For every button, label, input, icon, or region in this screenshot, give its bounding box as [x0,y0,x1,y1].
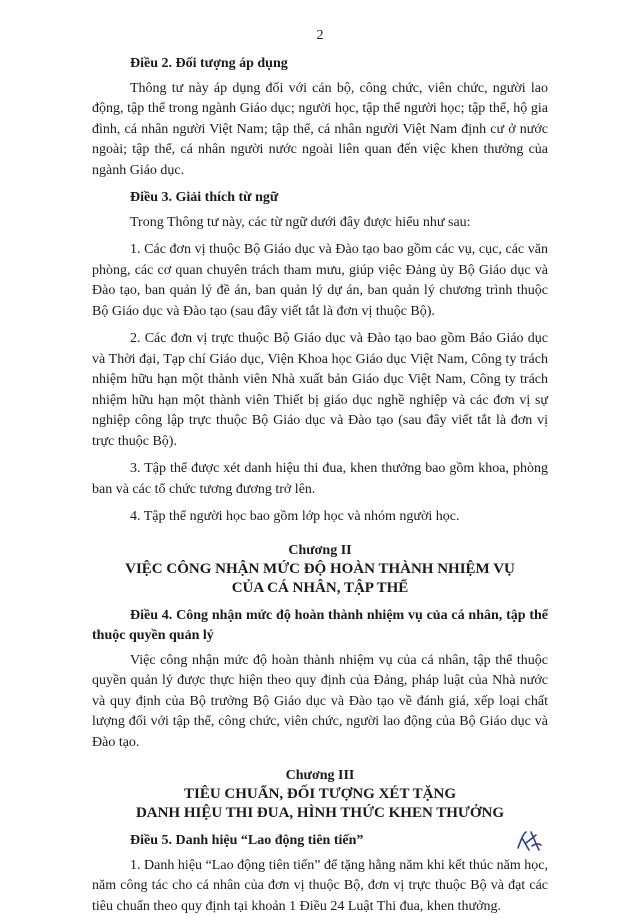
chapter-2-title-line: CỦA CÁ NHÂN, TẬP THỂ [231,579,409,596]
article-5-heading: Điều 5. Danh hiệu “Lao động tiên tiến” [130,833,364,848]
chapter-3-title-line: TIÊU CHUẨN, ĐỐI TƯỢNG XÉT TẶNG [184,786,456,802]
article-3-clause-4: 4. Tập thể người học bao gồm lớp học và nhóm người học. [130,509,460,524]
chapter-3-heading [92,767,548,823]
chapter-2-heading [92,542,548,598]
article-3-clause-3: 3. Tập thể được xét danh hiệu thi đua, khen thưởng bao gồm khoa, phòng ban và các tổ chức tương đương trở lên. [92,461,548,497]
chapter-2-label: Chương II [288,542,352,558]
page-number: 2 [316,28,324,43]
chapter-2-title-line: VIỆC CÔNG NHẬN MỨC ĐỘ HOÀN THÀNH NHIỆM VỤ [125,560,515,577]
article-2-heading: Điều 2. Đối tượng áp dụng [130,56,288,71]
article-5-clause-1: 1. Danh hiệu “Lao động tiên tiến” để tặng hằng năm khi kết thúc năm học, năm công tác cho cá nhân của đơn vị thuộc Bộ, đơn vị trực thuộc Bộ và đạt các tiêu chuẩn theo quy định tại khoản 1 Điều 24 Luật Thi đua, khen thưởng. [92,857,548,914]
document-body [92,54,548,924]
article-3-clause-1: 1. Các đơn vị thuộc Bộ Giáo dục và Đào tạo bao gồm các vụ, cục, các văn phòng, các cơ quan chuyên trách tham mưu, giúp việc Đảng ủy Bộ Giáo dục và Đào tạo, ban quản lý đề án, ban quản lý dự án, ban quản lý chương trình thuộc Bộ Giáo dục và Đào tạo (sau đây viết tắt là đơn vị thuộc Bộ). [92,242,548,319]
chapter-3-title-line: DANH HIỆU THI ĐUA, HÌNH THỨC KHEN THƯỞNG [135,805,505,821]
article-4-heading: Điều 4. Công nhận mức độ hoàn thành nhiệm vụ của cá nhân, tập thể thuộc quyền quản lý [92,607,548,643]
article-4-paragraph: Việc công nhận mức độ hoàn thành nhiệm vụ của cá nhân, tập thể thuộc quyền quản lý được thực hiện theo quy định của Đảng, pháp luật của Nhà nước và quy định của Bộ trưởng Bộ Giáo dục và Đào tạo về đánh giá, xếp loại chất lượng đối với tập thể, công chức, viên chức, người lao động của Bộ Giáo dục và Đào tạo. [92,652,548,750]
chapter-3-label: Chương III [285,768,355,783]
handwritten-initials [514,826,544,856]
article-3-clause-2: 2. Các đơn vị trực thuộc Bộ Giáo dục và Đào tạo bao gồm Báo Giáo dục và Thời đại, Tạp chí Giáo dục, Viện Khoa học Giáo dục Việt Nam, Công ty trách nhiệm hữu hạn một thành viên Nhà xuất bản Giáo dục Việt Nam, Công ty trách nhiệm hữu hạn một thành viên Thiết bị giáo dục nghề nghiệp và các đơn vị sự nghiệp công lập trực thuộc Bộ Giáo dục và Đào tạo (sau đây viết tắt là đơn vị trực thuộc Bộ). [92,331,548,449]
article-3-heading: Điều 3. Giải thích từ ngữ [130,190,279,205]
article-3-intro: Trong Thông tư này, các từ ngữ dưới đây được hiểu như sau: [130,214,471,230]
article-2-paragraph: Thông tư này áp dụng đối với cán bộ, công chức, viên chức, người lao động, tập thể trong ngành Giáo dục; người học, tập thể người học; tập thể, hộ gia đình, cá nhân người Việt Nam; tập thể, cá nhân người Việt Nam định cư ở nước ngoài; tập thể, cá nhân người nước ngoài liên quan đến việc khen thưởng của ngành Giáo dục. [92,80,548,178]
